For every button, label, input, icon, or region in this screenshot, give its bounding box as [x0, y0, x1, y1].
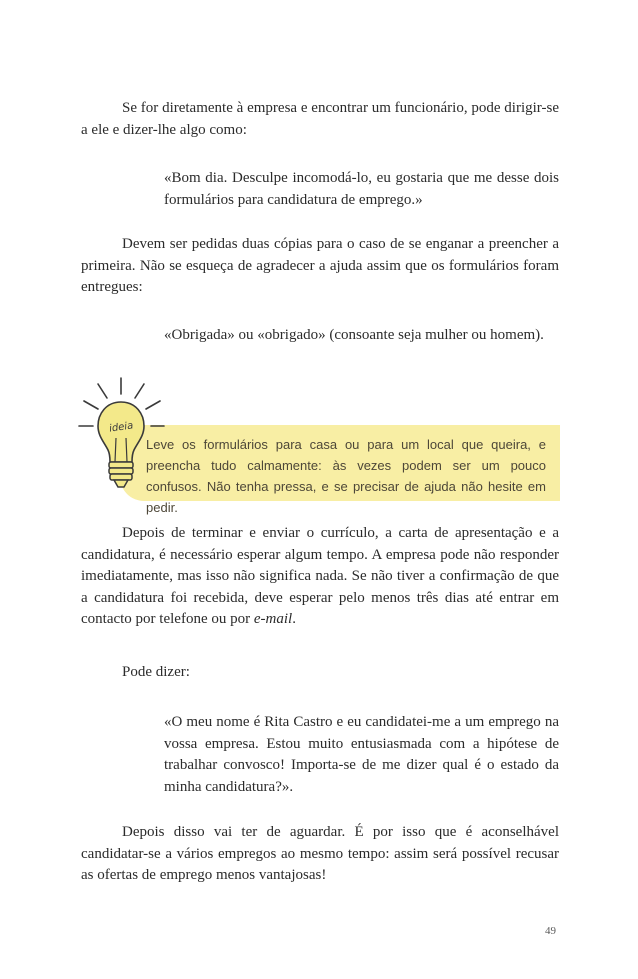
quote-good-morning: «Bom dia. Desculpe incomodá-lo, eu gostaria que me desse dois formulários para candidatura de emprego.» — [164, 170, 559, 208]
paragraph-can-say-text: Pode dizer: — [122, 664, 190, 680]
page-number: 49 — [545, 925, 556, 937]
paragraph-wait-text: Depois disso vai ter de aguardar. É por isso que é aconselhável candidatar-se a vários empregos ao mesmo tempo: assim será possível recusar as ofertas de emprego menos vantajosas! — [81, 824, 559, 883]
tip-text: Leve os formulários para casa ou para um local que queira, e preencha tudo calmamente: às vezes podem ser um pouco confusos. Não tenha pressa, e se precisar de ajuda não hesite em pedir. — [146, 437, 546, 515]
paragraph-after-sending-text: Depois de terminar e enviar o currículo, a carta de apresentação e a candidatura, é necessário esperar algum tempo. A empresa pode não responder imediatamente, mas isso não significa nada. Se não tiver a confirmação de que a candidatura foi recebida, deve esperar pelo menos três dias até entrar em contacto por telefone ou por — [81, 525, 559, 627]
paragraph-can-say — [81, 662, 559, 684]
paragraph-after-sending — [81, 523, 559, 631]
tip-icon-label: ideia — [108, 420, 134, 435]
paragraph-copies — [81, 234, 559, 299]
paragraph-wait — [81, 822, 559, 887]
paragraph-intro-text: Se for diretamente à empresa e encontrar um funcionário, pode dirigir-se a ele e dizer-lhe algo como: — [81, 100, 559, 138]
paragraph-copies-text: Devem ser pedidas duas cópias para o caso de se enganar a preencher a primeira. Não se esqueça de agradecer a ajuda assim que os formulários foram entregues: — [81, 236, 559, 295]
quote-thanks: «Obrigada» ou «obrigado» (consoante seja mulher ou homem). — [164, 327, 544, 343]
email-term: e-mail — [253, 611, 293, 627]
paragraph-intro — [81, 98, 559, 141]
quote-rita-castro: «O meu nome é Rita Castro e eu candidatei-me a um emprego na vossa empresa. Estou muito entusiasmada com a hipótese de trabalhar convosco! Importa-se de me dizer qual é o estado da minha candidatura?». — [164, 714, 559, 795]
paragraph-after-sending-end: . — [292, 611, 296, 627]
